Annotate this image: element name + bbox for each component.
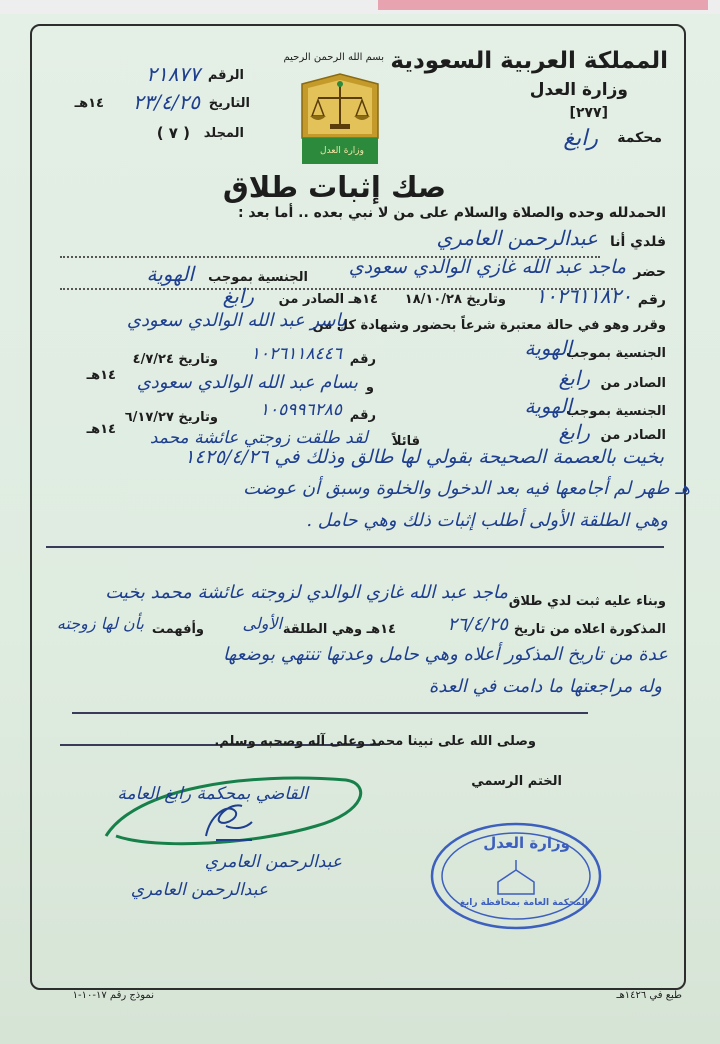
id-type-3: الهوية	[524, 394, 572, 418]
informed-label: وأفهمت	[151, 622, 204, 637]
mentioned-prefix: المذكورة اعلاه من تاريخ	[513, 622, 666, 637]
nationality-by-1: الجنسية بموجب	[208, 270, 308, 285]
footer-printed: طبع في ١٤٢٦هـ	[616, 990, 682, 1001]
id-no-label-1: رقم	[637, 292, 666, 308]
handwritten-line-1: عدة من تاريخ المذكور أعلاه وهي حامل وعدتها تنتهي بوضعها	[222, 644, 668, 665]
and-word: و	[365, 380, 374, 395]
id-type-1: الهوية	[146, 262, 194, 286]
court-label: محكمة	[617, 130, 662, 146]
ref-number-value: ٢١٨٧٧	[146, 62, 200, 86]
ministry-title: وزارة العدل	[529, 80, 628, 100]
volume-value: ( ٧ )	[156, 124, 190, 142]
and-date-1: وتاريخ ١٨/١٠/٢٨	[404, 292, 506, 307]
talaq-number: الأولى	[242, 614, 282, 633]
judge-name: عبدالرحمن العامري	[436, 226, 598, 250]
court-value: رابغ	[563, 126, 598, 151]
basmala: بسم الله الرحمن الرحيم	[283, 52, 384, 63]
ref-number-label: الرقم	[207, 68, 244, 83]
issued-from-2: الصادر من	[600, 376, 666, 391]
official-seal-label: الختم الرسمي	[471, 774, 562, 789]
judge-name-hw-2: عبدالرحمن العامري	[130, 880, 268, 900]
and-date-2: وتاريخ ٤/٧/٢٤	[132, 352, 218, 367]
volume-label: المجلد	[203, 126, 244, 141]
judge-title-hw: القاضي بمحكمة رابغ العامة	[117, 784, 308, 804]
issued-place-1: رابغ	[222, 284, 254, 308]
attendee-line	[60, 288, 616, 290]
footer-form-model: نموذج رقم ١٧-١٠-١	[72, 990, 154, 1001]
handwritten-line-2: وله مراجعتها ما دامت في العدة	[428, 676, 662, 697]
date-label: التاريخ	[208, 96, 250, 111]
kingdom-title: المملكة العربية السعودية	[390, 48, 668, 74]
attendee-label: حضر	[633, 264, 666, 280]
date-suffix-2: ١٤هـ	[86, 368, 116, 383]
stamp-ministry: وزارة العدل	[483, 834, 570, 852]
issued-suffix-1: ١٤هـ الصادر من	[278, 292, 378, 307]
id-no-3: ١٠٥٩٩٦٢٨٥	[259, 400, 342, 420]
witness-1: ياسر عبد الله الوالدي سعودي	[126, 310, 346, 331]
date-suffix: ١٤هـ	[74, 96, 104, 111]
date-suffix-3: ١٤هـ	[86, 422, 116, 437]
mentioned-suffix: ١٤هـ وهي الطلقة	[282, 622, 396, 637]
id-no-1: ١٠٢٦١١٨٢٠	[535, 284, 632, 308]
judge-name-hw: عبدالرحمن العامري	[204, 852, 342, 872]
judge-signature-icon	[196, 796, 256, 844]
statement-end-line	[46, 546, 664, 548]
witness-2: بسام عبد الله الوالدي سعودي	[136, 372, 358, 393]
date-value: ٢٣/٤/٢٥	[132, 90, 200, 114]
closing-line: وصلى الله على نبينا محمد وعلى آله وصحبه وسلم.	[214, 734, 536, 749]
document-title: صك إثبات طلاق	[222, 170, 446, 204]
and-date-3: وتاريخ ٦/١٧/٢٧	[124, 410, 218, 425]
judge-prefix: فلدي أنا	[610, 234, 666, 250]
declare-line: وقرر وهو في حالة معتبرة شرعاً بحضور وشهادة كل من	[312, 318, 666, 333]
stamp-court: المحكمة العامة بمحافظة رابغ	[459, 898, 588, 908]
id-no-2: ١٠٢٦١١٨٤٤٦	[250, 344, 342, 364]
intro-line: الحمدلله وحده والصلاة والسلام على من لا نبي بعده .. أما بعد :	[237, 205, 666, 221]
conclusion-name: ماجد عبد الله غازي الوالدي لزوجته عائشة محمد بخيت	[105, 582, 508, 603]
statement-4: وهي الطلقة الأولى أطلب إثبات ذلك وهي حامل .	[306, 510, 668, 531]
id-no-label-2: رقم	[349, 352, 376, 367]
emblem-bottom-text: وزارة العدل	[320, 146, 364, 156]
pink-paper-edge	[378, 0, 708, 10]
issued-place-2: رابغ	[558, 366, 590, 390]
form-code: [٢٧٧]	[569, 105, 608, 121]
saying-label: قائلاً	[391, 434, 420, 449]
conclusion-end-line	[72, 712, 588, 714]
conclusion-prefix: وبناء عليه ثبت لدي طلاق	[508, 594, 666, 609]
statement-3: هـ طهر لم أجامعها فيه بعد الدخول والخلوة وسبق أن عوضت	[243, 478, 690, 499]
informed-value: بأن لها زوجته	[56, 614, 144, 633]
statement-2: بخيت بالعصمة الصحيحة بقولي لها طالق وذلك في ١٤٢٥/٤/٢٦	[184, 446, 664, 468]
mentioned-date: ٢٦/٤/٢٥	[447, 614, 508, 635]
attendee-name: ماجد عبد الله غازي الوالدي سعودي	[348, 256, 626, 278]
id-no-label-3: رقم	[349, 408, 376, 423]
statement-1: لقد طلقت زوجتي عائشة محمد	[149, 428, 368, 448]
issued-place-3: رابغ	[558, 420, 590, 444]
nationality-by-3: الجنسية بموجب	[566, 404, 666, 419]
nationality-by-2: الجنسية بموجب	[566, 346, 666, 361]
id-type-2: الهوية	[524, 336, 572, 360]
issued-from-3: الصادر من	[600, 428, 666, 443]
